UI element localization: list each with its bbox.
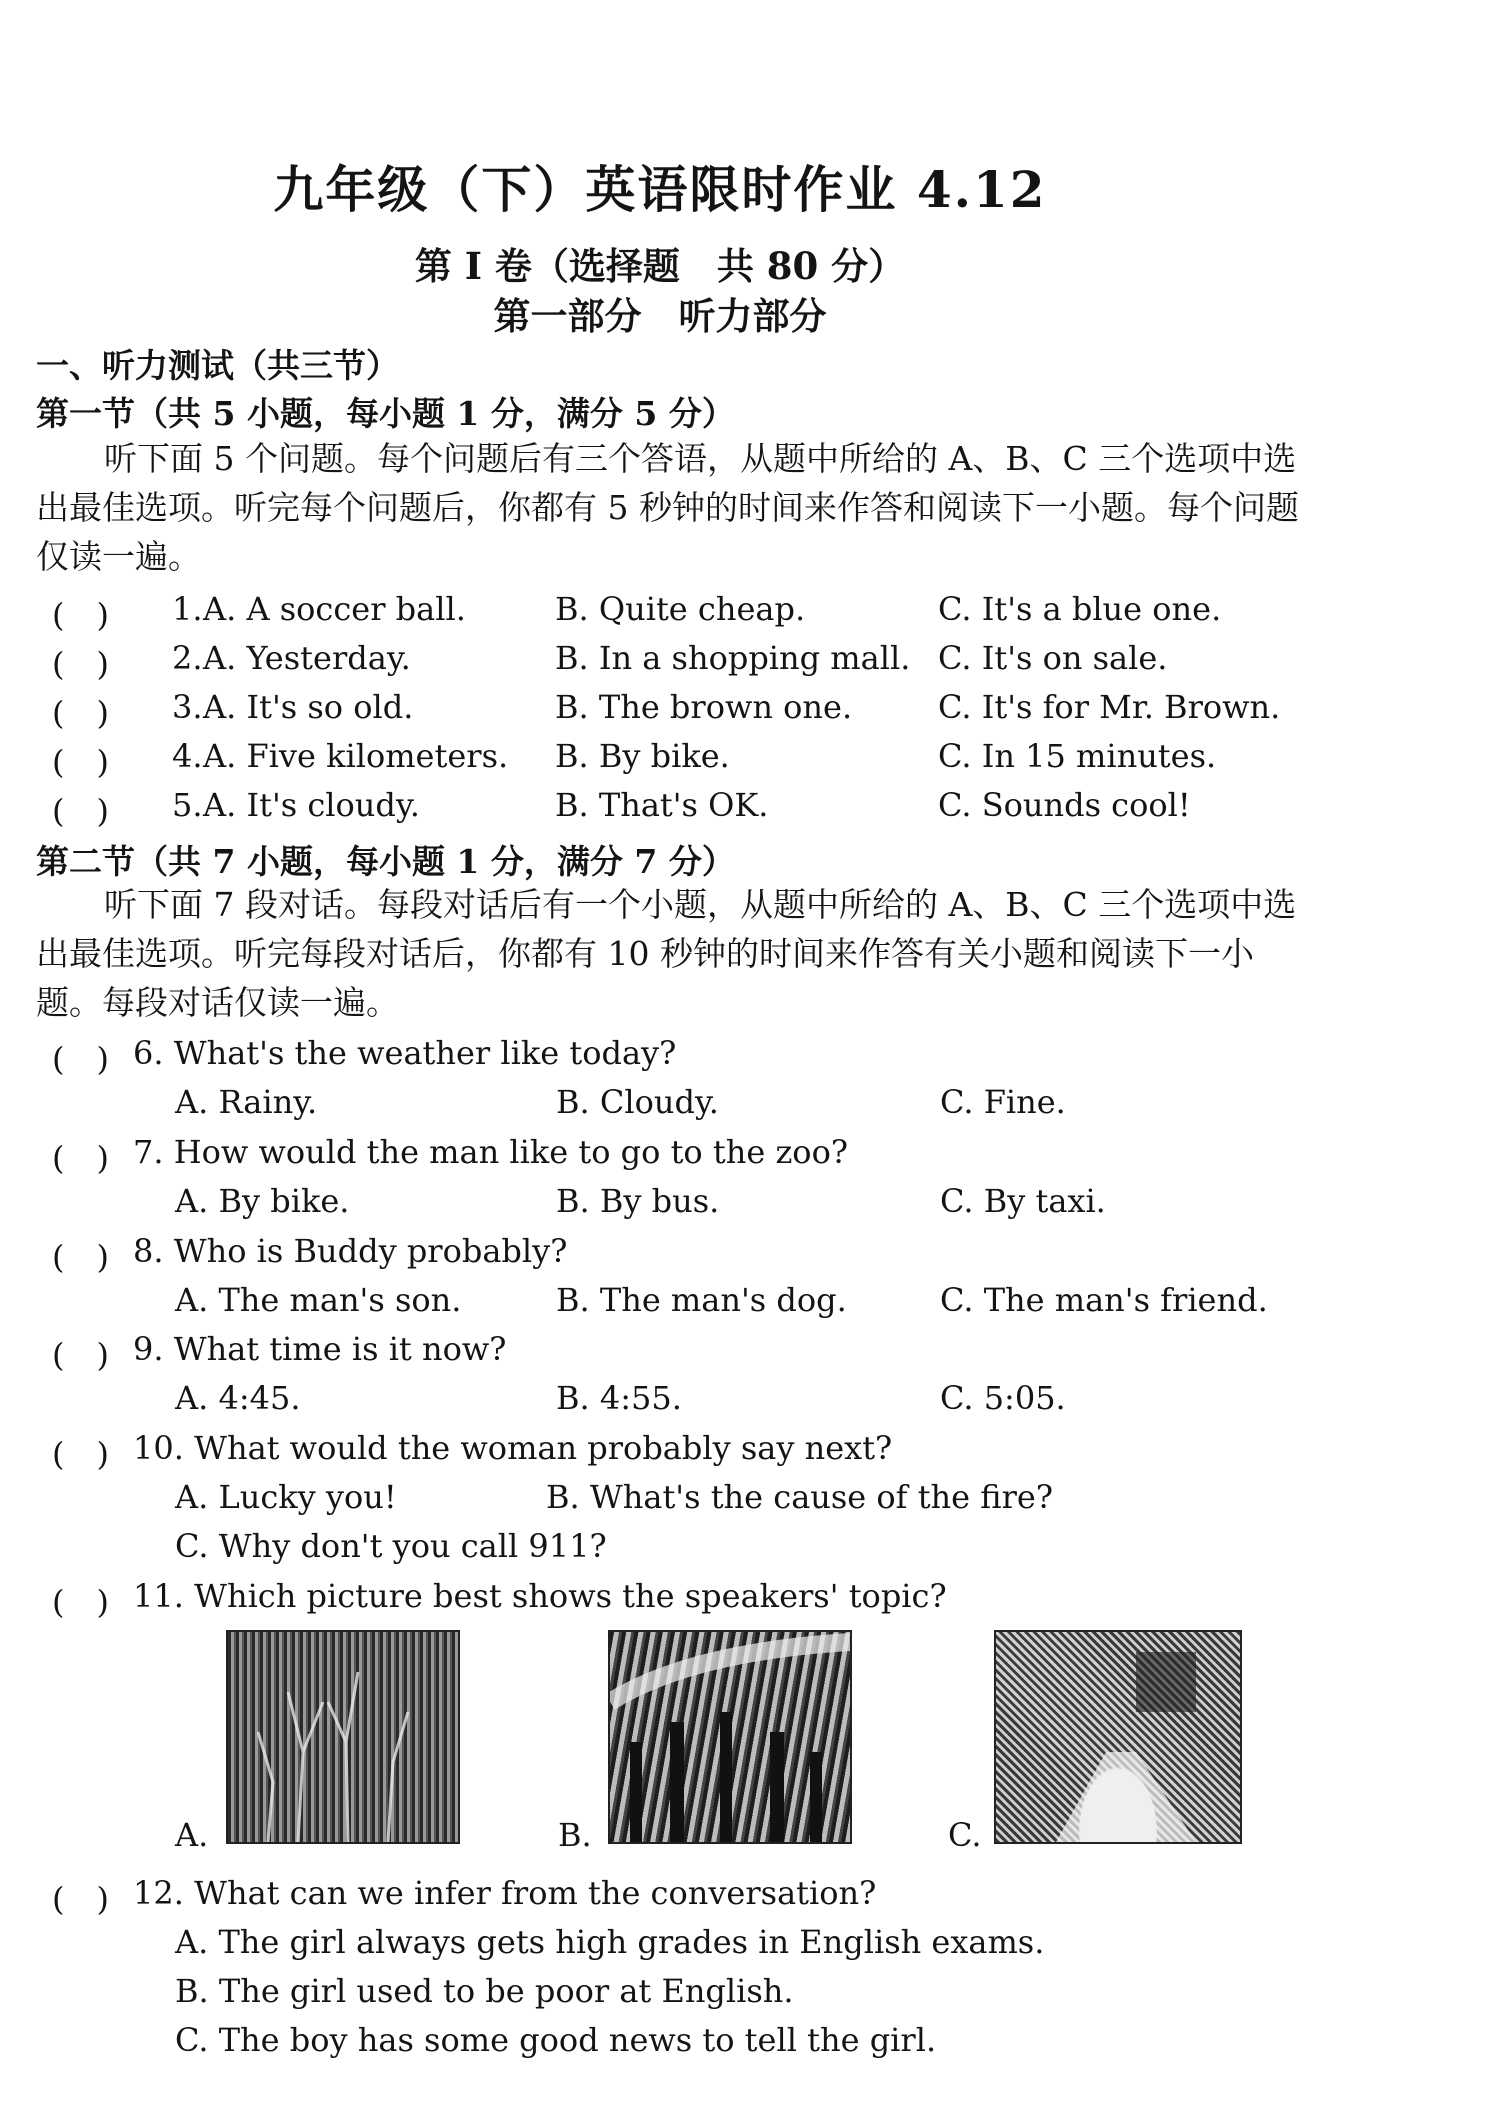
option-a: A. Lucky you! (175, 1478, 397, 1516)
picture-a-label: A. (175, 1816, 209, 1854)
option-c: C. The boy has some good news to tell the girl. (175, 2021, 937, 2059)
option-c: C. By taxi. (940, 1182, 1106, 1220)
option-b: B. That's OK. (555, 786, 769, 824)
question-number: 2. (172, 639, 203, 677)
answer-blank[interactable]: ( ) (52, 1583, 109, 1621)
question-stem: 7. How would the man like to go to the zoo? (133, 1133, 848, 1171)
question-number: 4. (172, 737, 203, 775)
option-b: B. By bus. (556, 1182, 720, 1220)
question-number: 3. (172, 688, 203, 726)
answer-blank[interactable]: ( ) (52, 1238, 109, 1276)
part-heading: 第一部分 听力部分 (493, 294, 827, 338)
question-stem: 10. What would the woman probably say next? (133, 1429, 893, 1467)
option-b: B. The man's dog. (556, 1281, 847, 1319)
option-b: B. What's the cause of the fire? (546, 1478, 1053, 1516)
answer-blank[interactable]: ( ) (52, 1435, 109, 1473)
option-c: C. 5:05. (940, 1379, 1066, 1417)
answer-blank[interactable]: ( ) (52, 596, 109, 634)
smokestack-icon (610, 1632, 850, 1842)
option-c: C. Fine. (940, 1083, 1066, 1121)
option-a: A. Yesterday. (203, 639, 411, 677)
answer-blank[interactable]: ( ) (52, 792, 109, 830)
option-b: B. Cloudy. (556, 1083, 719, 1121)
street-picture[interactable] (994, 1630, 1242, 1844)
option-a: A. The man's son. (175, 1281, 462, 1319)
option-a: A. Rainy. (175, 1083, 318, 1121)
volume-heading: 第 I 卷（选择题 共 80 分） (414, 244, 906, 288)
option-c: C. In 15 minutes. (938, 737, 1217, 775)
option-c: C. Sounds cool! (938, 786, 1191, 824)
question-stem: 9. What time is it now? (133, 1330, 507, 1368)
option-a: A. Five kilometers. (203, 737, 509, 775)
option-c: C. It's for Mr. Brown. (938, 688, 1281, 726)
option-a: A. A soccer ball. (203, 590, 466, 628)
answer-blank[interactable]: ( ) (52, 1336, 109, 1374)
factory-picture[interactable] (608, 1630, 852, 1844)
option-a: A. By bike. (175, 1182, 350, 1220)
picture-b-label: B. (558, 1816, 592, 1854)
option-a: A. It's cloudy. (203, 786, 420, 824)
answer-blank[interactable]: ( ) (52, 743, 109, 781)
option-c: C. The man's friend. (940, 1281, 1268, 1319)
answer-blank[interactable]: ( ) (52, 1040, 109, 1078)
forest-picture[interactable] (226, 1630, 460, 1844)
answer-blank[interactable]: ( ) (52, 1139, 109, 1177)
question-stem: 11. Which picture best shows the speakers' topic? (133, 1577, 947, 1615)
question-number: 5. (172, 786, 203, 824)
option-b: B. Quite cheap. (555, 590, 806, 628)
option-b: B. In a shopping mall. (555, 639, 911, 677)
option-b: B. By bike. (555, 737, 730, 775)
option-c: C. It's a blue one. (938, 590, 1222, 628)
option-c: C. It's on sale. (938, 639, 1168, 677)
listening-heading: 一、听力测试（共三节） (36, 346, 399, 385)
section2-instructions: 听下面 7 段对话。每段对话后有一个小题，从题中所给的 A、B、C 三个选项中选出最佳选项。听完每段对话后，你都有 10 秒钟的时间来作答有关小题和阅读下一小题。每段对话仅读一遍。 (36, 885, 1297, 1022)
page-title: 九年级（下）英语限时作业 4.12 (273, 160, 1047, 219)
option-a: A. It's so old. (203, 688, 414, 726)
option-a: A. 4:45. (175, 1379, 301, 1417)
answer-blank[interactable]: ( ) (52, 694, 109, 732)
option-b: B. 4:55. (556, 1379, 682, 1417)
section2-heading: 第二节（共 7 小题，每小题 1 分，满分 7 分） (36, 842, 735, 881)
trees-icon (228, 1632, 458, 1842)
question-number: 1. (172, 590, 203, 628)
section1-instructions: 听下面 5 个问题。每个问题后有三个答语，从题中所给的 A、B、C 三个选项中选出最佳选项。听完每个问题后，你都有 5 秒钟的时间来作答和阅读下一小题。每个问题仅读一遍。 (36, 439, 1299, 576)
question-stem: 8. Who is Buddy probably? (133, 1232, 568, 1270)
answer-blank[interactable]: ( ) (52, 1880, 109, 1918)
answer-blank[interactable]: ( ) (52, 645, 109, 683)
option-c: C. Why don't you call 911? (175, 1527, 607, 1565)
question-stem: 6. What's the weather like today? (133, 1034, 677, 1072)
question-stem: 12. What can we infer from the conversation? (133, 1874, 877, 1912)
option-a: A. The girl always gets high grades in English exams. (175, 1923, 1045, 1961)
option-b: B. The girl used to be poor at English. (175, 1972, 794, 2010)
section1-heading: 第一节（共 5 小题，每小题 1 分，满分 5 分） (36, 394, 735, 433)
option-b: B. The brown one. (555, 688, 853, 726)
picture-c-label: C. (948, 1816, 982, 1854)
road-icon (996, 1632, 1240, 1842)
